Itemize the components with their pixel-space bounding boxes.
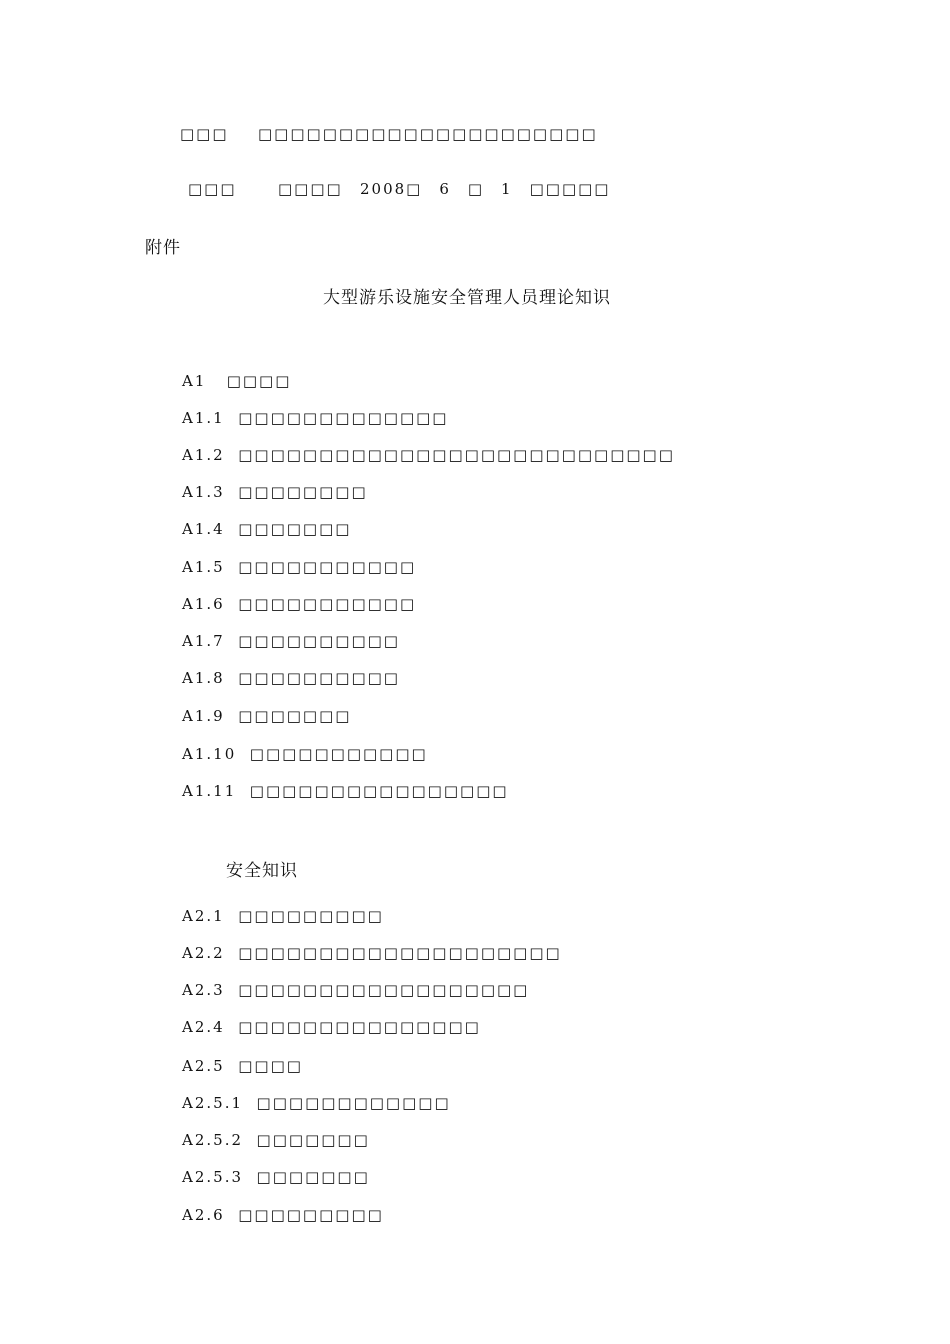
item-code: A1.5 (182, 558, 225, 576)
item-code: A1.1 (182, 409, 225, 427)
list-item (182, 482, 368, 502)
list-item (182, 906, 384, 926)
header-line-2-date: 2008□ 6 □ 1 □□□□□ (360, 180, 611, 198)
item-text: □□□□□□□ (256, 1168, 370, 1186)
item-code: A1.2 (182, 446, 225, 464)
attachment-label: 附件 (145, 238, 181, 258)
list-item (182, 519, 351, 539)
item-text: □□□□□□□□□□□□□□□□□□ (238, 981, 530, 999)
item-text: □□□□□□□□□□□□□□□□ (249, 782, 509, 800)
document-title: 大型游乐设施安全管理人员理论知识 (323, 288, 611, 308)
list-item (182, 1093, 451, 1113)
item-code: A1.9 (182, 707, 225, 725)
section-a2-heading: 安全知识 (226, 861, 298, 881)
list-item (182, 1167, 370, 1187)
list-item (182, 744, 428, 764)
list-item (182, 1056, 303, 1076)
list-item (182, 706, 351, 726)
item-text: □□□□□□□□ (238, 483, 368, 501)
item-text: □□□□□□□□□□□ (249, 745, 428, 763)
item-text: □□□□□□□ (238, 707, 352, 725)
item-code: A1.7 (182, 632, 225, 650)
item-code: A2.5.3 (182, 1168, 243, 1186)
list-item (182, 1205, 384, 1225)
item-code: A2.3 (182, 981, 225, 999)
item-code: A1.10 (182, 745, 237, 763)
item-text: □□□□□□□ (238, 520, 352, 538)
item-text: □□□□□□□□□□□□□□□□□□□□ (238, 944, 562, 962)
section-a1-heading (182, 371, 291, 391)
item-code: A1.3 (182, 483, 225, 501)
header-line-2-mid: □□□□ (278, 180, 343, 198)
item-code: A2.5.2 (182, 1131, 243, 1149)
item-text: □□□□□□□□□□ (238, 669, 400, 687)
item-text: □□□□□□□□□ (238, 907, 384, 925)
item-text: □□□□□□□ (256, 1131, 370, 1149)
item-code: A2.1 (182, 907, 225, 925)
list-item (182, 781, 509, 801)
item-code: A1.6 (182, 595, 225, 613)
header-line-1-right: □□□□□□□□□□□□□□□□□□□□□ (258, 125, 598, 143)
item-text: □□□□□□□□□□ (238, 632, 400, 650)
item-text: □□□□□□□□□□□ (238, 558, 417, 576)
list-item (182, 668, 400, 688)
section-title: □□□□ (226, 372, 292, 390)
list-item (182, 408, 448, 428)
list-item (182, 594, 416, 614)
header-line-2-left: □□□ (188, 180, 237, 198)
list-item (182, 1130, 370, 1150)
item-text: □□□□ (238, 1057, 303, 1075)
item-code: A1.8 (182, 669, 225, 687)
section-code: A1 (182, 372, 207, 390)
item-code: A2.5 (182, 1057, 225, 1075)
item-text: □□□□□□□□□□□ (238, 595, 417, 613)
item-code: A2.4 (182, 1018, 225, 1036)
list-item (182, 943, 562, 963)
item-text: □□□□□□□□□□□□□ (238, 409, 449, 427)
list-item (182, 445, 675, 465)
item-code: A1.4 (182, 520, 225, 538)
item-code: A2.5.1 (182, 1094, 243, 1112)
item-text: □□□□□□□□□□□□ (256, 1094, 451, 1112)
item-code: A1.11 (182, 782, 237, 800)
list-item (182, 631, 400, 651)
item-text: □□□□□□□□□□□□□□□ (238, 1018, 481, 1036)
item-text: □□□□□□□□□□□□□□□□□□□□□□□□□□□ (238, 446, 675, 464)
item-code: A2.6 (182, 1206, 225, 1224)
header-line-1-left: □□□ (180, 125, 229, 143)
list-item (182, 1017, 481, 1037)
list-item (182, 980, 529, 1000)
item-code: A2.2 (182, 944, 225, 962)
list-item (182, 557, 416, 577)
item-text: □□□□□□□□□ (238, 1206, 384, 1224)
